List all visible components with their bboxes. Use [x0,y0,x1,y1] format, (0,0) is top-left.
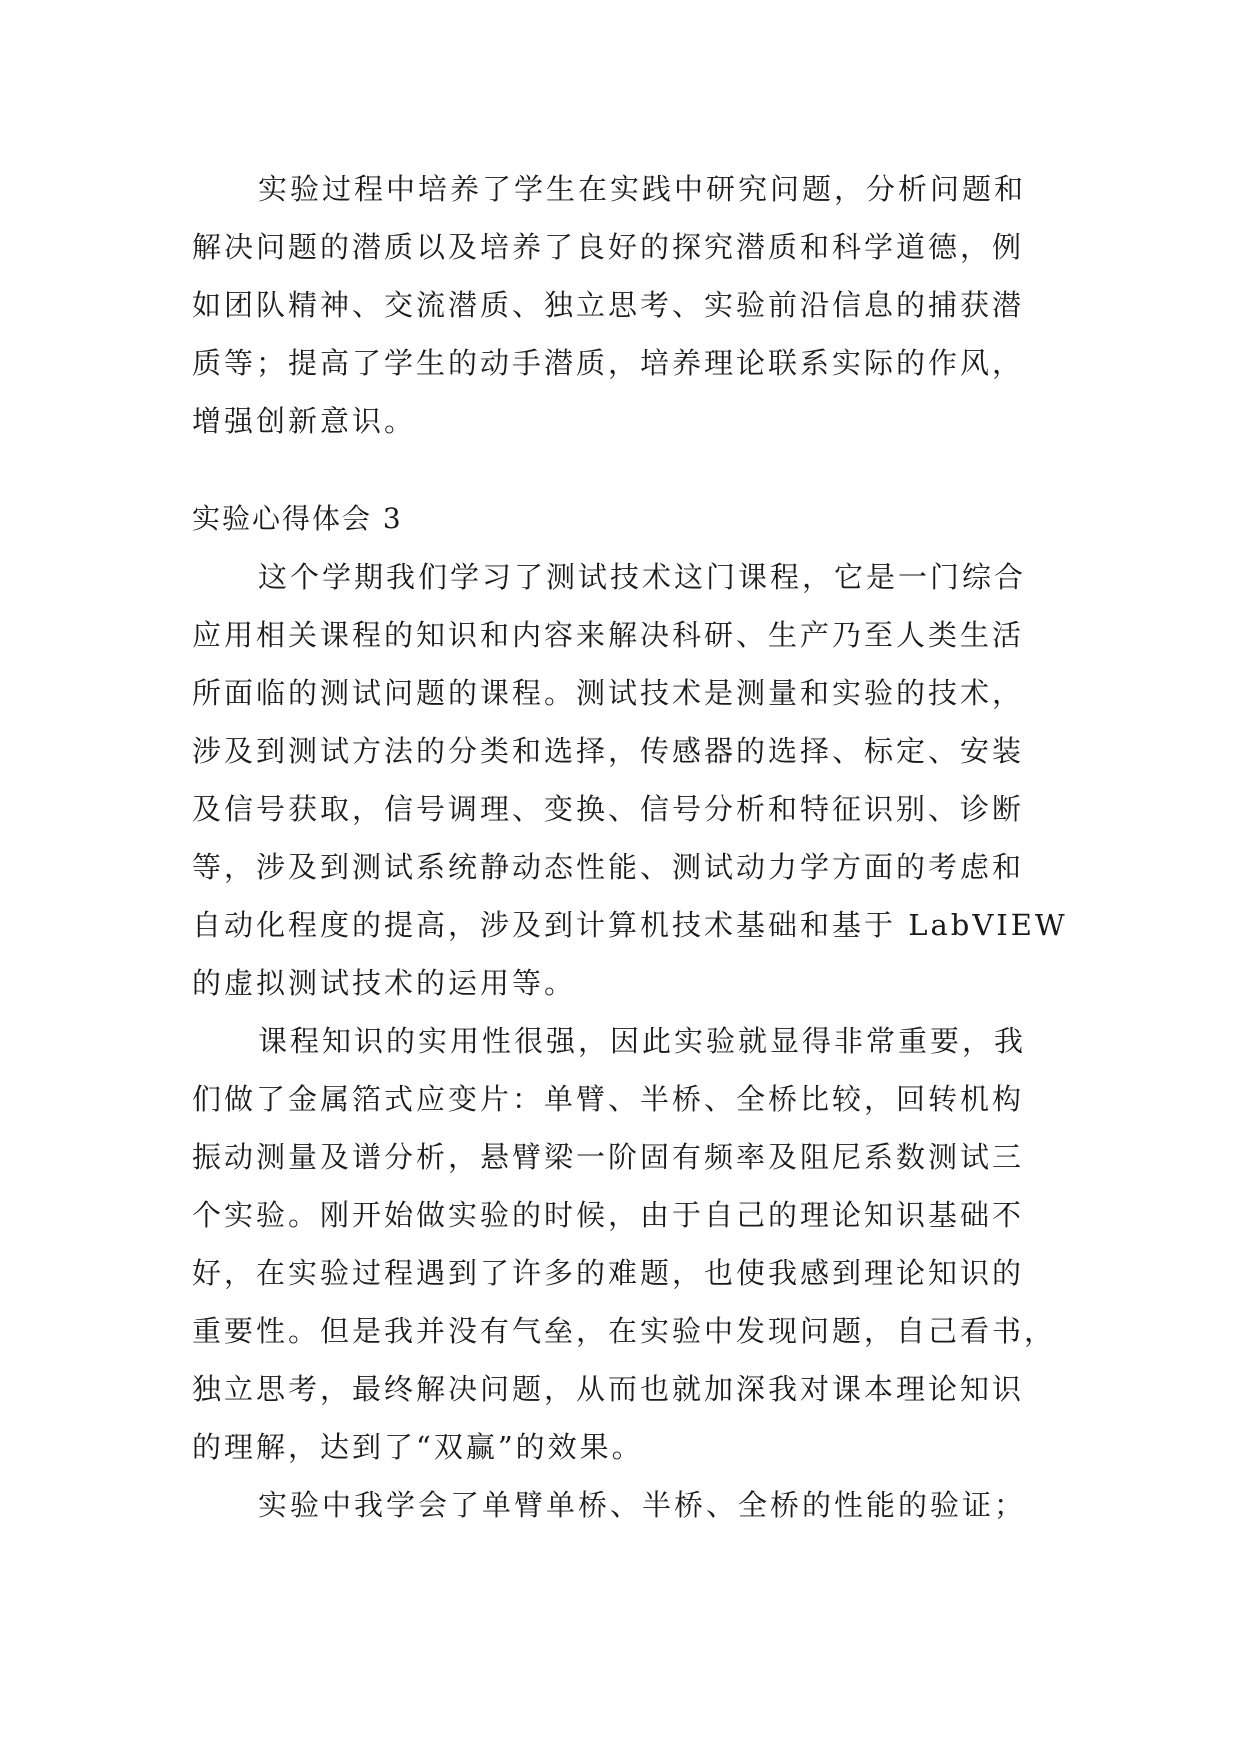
document-body [192,160,1068,1534]
paragraph-3 [192,1012,1057,1476]
paragraph-line: 质等；提高了学生的动手潜质，培养理论联系实际的作风， [192,346,1025,380]
paragraph-4 [192,1476,1052,1534]
paragraph-2 [192,548,1068,1012]
paragraph-line: 所面临的测试问题的课程。测试技术是测量和实验的技术， [192,676,1025,710]
paragraph-line: 这个学期我们学习了测试技术这门课程，它是一门综合 [258,560,1027,594]
paragraph-line: 课程知识的实用性很强，因此实验就显得非常重要，我 [258,1024,1027,1058]
paragraph-line: 涉及到测试方法的分类和选择，传感器的选择、标定、安装 [192,734,1025,768]
paragraph-line: 及信号获取，信号调理、变换、信号分析和特征识别、诊断 [192,792,1025,826]
paragraph-line: 自动化程度的提高，涉及到计算机技术基础和基于 LabVIEW [192,908,1068,942]
paragraph-line: 好，在实验过程遇到了许多的难题，也使我感到理论知识的 [192,1256,1025,1290]
paragraph-line: 应用相关课程的知识和内容来解决科研、生产乃至人类生活 [192,618,1025,652]
paragraph-line: 如团队精神、交流潜质、独立思考、实验前沿信息的捕获潜 [192,288,1025,322]
paragraph-1 [192,160,1052,450]
paragraph-line: 们做了金属箔式应变片：单臂、半桥、全桥比较，回转机构 [192,1082,1025,1116]
paragraph-line: 重要性。但是我并没有气垒，在实验中发现问题，自己看书， [192,1314,1057,1348]
paragraph-line: 个实验。刚开始做实验的时候，由于自己的理论知识基础不 [192,1198,1025,1232]
paragraph-line: 解决问题的潜质以及培养了良好的探究潜质和科学道德，例 [192,230,1025,264]
paragraph-line: 增强创新意识。 [192,404,417,438]
section-title: 实验心得体会 3 [192,502,403,535]
section-gap [192,450,1052,490]
paragraph-line: 实验过程中培养了学生在实践中研究问题，分析问题和 [258,172,1027,206]
paragraph-line: 实验中我学会了单臂单桥、半桥、全桥的性能的验证； [258,1488,1027,1522]
paragraph-line: 的虚拟测试技术的运用等。 [192,966,577,1000]
paragraph-line: 振动测量及谱分析，悬臂梁一阶固有频率及阻尼系数测试三 [192,1140,1025,1174]
paragraph-line: 的理解，达到了“双赢”的效果。 [192,1430,644,1464]
paragraph-line: 等，涉及到测试系统静动态性能、测试动力学方面的考虑和 [192,850,1025,884]
paragraph-line: 独立思考，最终解决问题，从而也就加深我对课本理论知识 [192,1372,1025,1406]
